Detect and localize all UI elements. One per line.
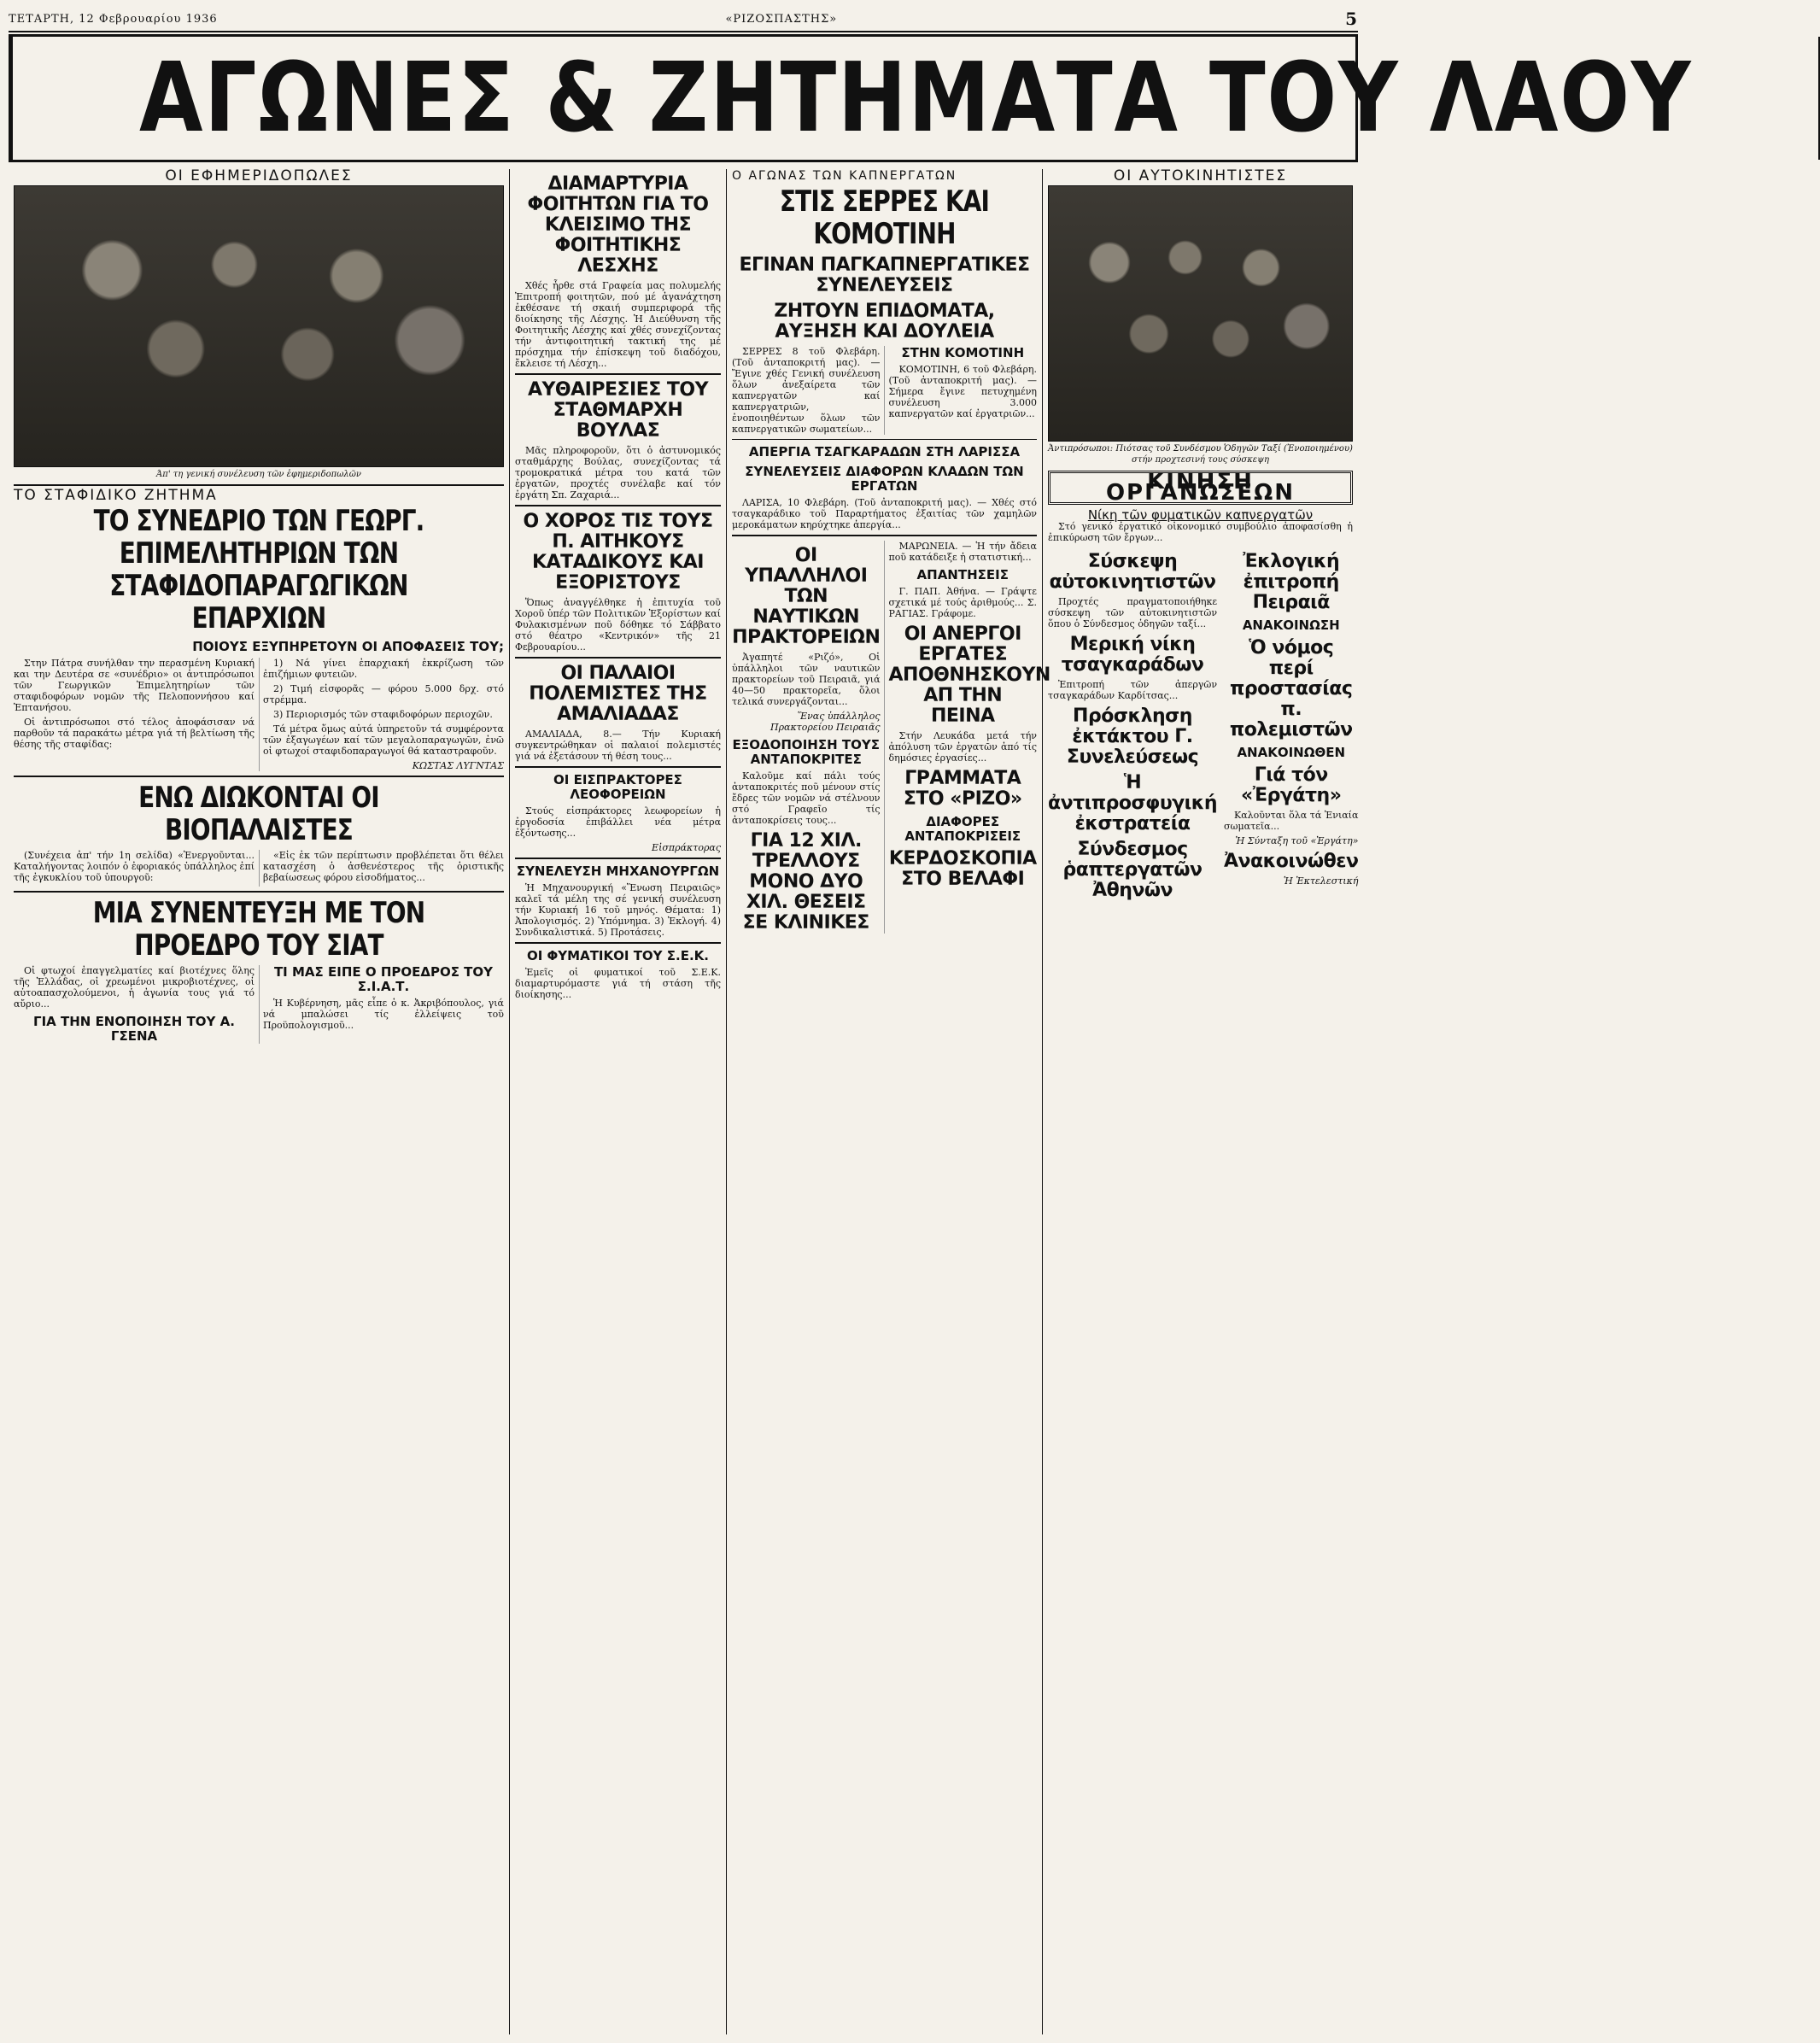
larisa-body: ΛΑΡΙΣΑ, 10 Φλεβάρη. (Τοῦ ἀνταποκριτή μας). — Χθές στό τσαγκαράδικο τοῦ Παραρτήματος ἐξαιτίας τῶν χαμηλῶν μεροκάματων κηρύχτηκε ἀπεργία... bbox=[732, 497, 1037, 530]
raisin-signature: ΚΩΣΤΑΣ ΛΥΓΝΤΑΣ bbox=[412, 760, 504, 771]
raisin-paragraph: 3) Περιορισμός τῶν σταφιδοφόρων περιοχῶν. bbox=[273, 709, 493, 720]
tobacco-paragraph: ΚΟΜΟΤΙΝΗ, 6 τοῦ Φλεβάρη. (Τοῦ ἀνταποκριτή μας). — Σήμερα ἔγινε πετυχημένη συνέλευση 3.000 καπνεργατῶν καί ἐργατριῶν... bbox=[888, 364, 1037, 419]
col4-left bbox=[1048, 547, 1217, 904]
tobacco-article-body bbox=[732, 346, 1037, 435]
conductors-signature: Εἰσπράκτορας bbox=[652, 842, 721, 853]
law-subhead: ΑΝΑΚΟΙΝΩΘΕΝ bbox=[1237, 745, 1346, 760]
partial-victory-headline: Μερική νίκη τσαγκαράδων bbox=[1061, 634, 1204, 676]
larisa-subhead: ΣΥΝΕΛΕΥΣΕΙΣ ΔΙΑΦΟΡΩΝ ΚΛΑΔΩΝ ΤΩΝ ΕΡΓΑΤΩΝ bbox=[745, 464, 1024, 494]
organizations-headline: ΚΙΝΗΣΗ ΟΡΓΑΝΩΣΕΩΝ bbox=[1048, 471, 1353, 505]
banner-title: ΑΓΩΝΕΣ & ΖΗΤΗΜΑΤΑ ΤΟΥ ΛΑΟΥ bbox=[139, 43, 1693, 154]
various-headline: ΔΙΑΦΟΡΕΣ ΑΝΤΑΠΟΚΡΙΣΕΙΣ bbox=[904, 814, 1021, 844]
raisin-paragraph: Οἱ ἀντιπρόσωποι στό τέλος ἀποφάσισαν νά παρθοῦν τά παρακάτω μέτρα γιά τή βελτίωση τῆς θέσης τῆς σταφίδας: bbox=[14, 717, 255, 750]
tobacco-subhead-komotini: ΣΤΗΝ ΚΟΜΟΤΙΝΗ bbox=[901, 345, 1025, 360]
tobacco-subhead-1: ΕΓΙΝΑΝ ΠΑΓΚΑΠΝΕΡΓΑΤΙΚΕΣ ΣΥΝΕΛΕΥΣΕΙΣ bbox=[739, 255, 1030, 296]
law-headline: Ὁ νόμος περί προστασίας π. πολεμιστῶν bbox=[1229, 637, 1353, 741]
ergatis-signature: Ἡ Σύνταξη τοῦ «Ἐργάτη» bbox=[1235, 835, 1359, 846]
raisin-article-body bbox=[14, 658, 504, 771]
conductors-body: Στούς εἰσπράκτορες λεωφορείων ἡ ἐργοδοσία ἐπιβάλλει νέα μέτρα ἐξόντωσης... bbox=[515, 805, 721, 839]
veterans-body: ΑΜΑΛΙΑΔΑ, 8.— Τήν Κυριακή συγκεντρώθηκαν οἱ παλαιοί πολεμιστές γιά νά ἐξετάσουν τή θέση τους... bbox=[515, 729, 721, 762]
col4-right bbox=[1224, 547, 1358, 904]
dance-headline: Ο ΧΟΡΟΣ ΤΙΣ ΤΟΥΣ Π. ΑΙΤΗΚΟΥΣ ΚΑΤΑΔΙΚΟΥΣ ΚΑΙ ΕΞΟΡΙΣΤΟΥΣ bbox=[523, 511, 713, 594]
tuberculous-body: Ἐμεῖς οἱ φυματικοί τοῦ Σ.Ε.Κ. διαμαρτυρόμαστε γιά τή στάση τῆς διοίκησης... bbox=[515, 967, 721, 1000]
col3-lower-block bbox=[732, 541, 1050, 934]
antirefugee-headline: Ἡ ἀντιπροσφυγική ἐκστρατεία bbox=[1048, 772, 1218, 834]
drivers-photo-caption: Ἀντιπρόσωποι: Πιότσας τοῦ Συνδέσμου Ὁδηγῶν Ταξί (Ἐνοποιημένου) στήν προχτεσινή τους σύσκεψη bbox=[1048, 444, 1353, 465]
protest-headline: ΔΙΑΜΑΡΤΥΡΙΑ ΦΟΙΤΗΤΩΝ ΓΙΑ ΤΟ ΚΛΕΙΣΙΜΟ ΤΗΣ ΦΟΙΤΗΤΙΚΗΣ ΛΕΣΧΗΣ bbox=[527, 173, 709, 277]
column-2 bbox=[509, 169, 726, 2034]
section-drivers: ΟΙ ΑΥΤΟΚΙΝΗΤΙΣΤΕΣ bbox=[1113, 167, 1288, 184]
veterans-headline: ΟΙ ΠΑΛΑΙΟΙ ΠΟΛΕΜΙΣΤΕΣ ΤΗΣ ΑΜΑΛΙΑΔΑΣ bbox=[529, 663, 707, 725]
raisin-paragraph: 2) Τιμή εἰσφορᾶς — φόρου 5.000 δρχ. στό στρέμμα. bbox=[263, 683, 504, 705]
column-1 bbox=[9, 169, 509, 2034]
tailors-headline: Σύνδεσμος ῥαπτεργατῶν Ἀθηνῶν bbox=[1062, 839, 1203, 901]
larisa-headline: ΑΠΕΡΓΙΑ ΤΣΑΓΚΑΡΑΔΩΝ ΣΤΗ ΛΑΡΙΣΣΑ bbox=[748, 444, 1021, 460]
page-number: 5 bbox=[1345, 9, 1358, 29]
masthead-line bbox=[9, 7, 1358, 32]
raisin-paragraph: 1) Νά γίνει ἐπαρχιακή ἐκκρίζωση τῶν ἐπιζήμιων φυτειῶν. bbox=[263, 658, 504, 680]
bio-paragraph: «Εἰς ἐκ τῶν περίπτωσιν προβλέπεται ὅτι θέλει κατασχέση ὁ ἀσθενέστερος τῆς ὁριστικῆς βεβαίωσεως φόρου εἰσοδήματος... bbox=[263, 850, 504, 883]
asylum-headline: ΓΙΑ 12 ΧΙΛ. ΤΡΕΛΛΟΥΣ ΜΟΝΟ ΔΥΟ ΧΙΛ. ΘΕΣΕΙΣ ΣΕ ΚΛΙΝΙΚΕΣ bbox=[742, 830, 869, 934]
correspondents-body: Καλοῦμε καί πάλι τούς ἀνταποκριτές ποῦ μένουν στίς ἔδρες τῶν νομῶν νά στέλνουν στό Γραφεῖο τίς ἀνταποκρίσεις τους... bbox=[732, 770, 881, 826]
meeting-body: Προχτές πραγματοποιήθηκε σύσκεψη τῶν αὐτοκινητιστῶν ὅπου ὁ Σύνδεσμος ὁδηγῶν ταξί... bbox=[1048, 596, 1218, 629]
asylum-body: ΜΑΡΩΝΕΙΑ. — Ἡ τήν ἄδεια ποῦ κατάδειξε ἡ στατιστική... bbox=[888, 541, 1037, 563]
unemployed-body: Στήν Λευκάδα μετά τήν ἀπόλυση τῶν ἐργατῶν ἀπό τίς δημόσιες ἐργασίες... bbox=[888, 730, 1037, 764]
siat-article-body bbox=[14, 965, 504, 1044]
raisin-subhead: ΠΟΙΟΥΣ ΕΞΥΠΗΡΕΤΟΥΝ ΟΙ ΑΠΟΦΑΣΕΙΣ ΤΟΥ; bbox=[192, 639, 504, 654]
tuberculous-headline: ΟΙ ΦΥΜΑΤΙΚΟΙ ΤΟΥ Σ.Ε.Κ. bbox=[527, 948, 709, 963]
issue-date: ΤΕΤΑΡΤΗ, 12 Φεβρουαρίου 1936 bbox=[9, 12, 218, 26]
bio-paragraph: (Συνέχεια ἀπ' τήν 1η σελίδα) «Ἐνεργοῦνται... Καταλήγοντας λοιπόν ὁ ἐφοριακός ὑπάλληλος ἐπί τῆς ἐγκυκλίου τοῦ ὑπουργοῦ: bbox=[14, 850, 255, 883]
ergatis-headline: Γιά τόν «Ἐργάτη» bbox=[1241, 764, 1342, 806]
invitation-headline: Πρόσκληση ἐκτάκτου Γ. Συνελεύσεως bbox=[1066, 705, 1199, 768]
newsvendors-photo bbox=[14, 185, 504, 467]
section-tobacco: Ο ΑΓΩΝΑΣ ΤΩΝ ΚΑΠΝΕΡΓΑΤΩΝ bbox=[732, 169, 957, 183]
siat-headline: ΜΙΑ ΣΥΝΕΝΤΕΥΞΗ ΜΕ ΤΟΝ ΠΡΟΕΔΡΟ ΤΟΥ ΣΙΑΤ bbox=[92, 896, 425, 963]
meeting-headline: Σύσκεψη αὐτοκινητιστῶν bbox=[1049, 551, 1216, 593]
tobacco-headline: ΣΤΙΣ ΣΕΡΡΕΣ ΚΑΙ ΚΟΜΟΤΙΝΗ bbox=[779, 184, 990, 251]
correspondents-headline: ΕΞΟΔΟΠΟΙΗΣΗ ΤΟΥΣ ΑΝΤΑΠΟΚΡΙΤΕΣ bbox=[732, 737, 880, 767]
newsvendors-photo-caption: Άπ' τη γενική συνέλευση τῶν ἐφημεριδοπωλῶν bbox=[156, 470, 361, 479]
siat-subhead: ΓΙΑ ΤΗΝ ΕΝΟΠΟΙΗΣΗ ΤΟΥ Α. ΓΣΕΝΑ bbox=[33, 1014, 235, 1044]
election-headline: Ἐκλογική ἐπιτροπή Πειραιᾶ bbox=[1243, 551, 1340, 613]
partial-victory-body: Ἐπιτροπή τῶν ἀπεργῶν τσαγκαράδων Καρδίτσας... bbox=[1048, 679, 1218, 701]
col4-two-columns bbox=[1048, 547, 1359, 904]
letters-headline: ΓΡΑΜΜΑΤΑ ΣΤΟ «ΡΙΖΟ» bbox=[903, 768, 1022, 810]
announcement-headline: Ἀνακοινώθεν bbox=[1224, 851, 1359, 872]
shipping-body: Ἀγαπητέ «Ριζό», Οἱ ὑπάλληλοι τῶν ναυτικῶν πρακτορείων τοῦ Πειραιᾶ, γιά 40—50 πρακτορεῖα, ὅλοι τελικά συνεργάζονται... bbox=[732, 652, 881, 707]
machinists-headline: ΣΥΝΕΛΕΥΣΗ ΜΗΧΑΝΟΥΡΓΩΝ bbox=[516, 863, 720, 879]
siat-paragraph: Ἡ Κυβέρνηση, μᾶς εἶπε ὁ κ. Ἀκριβόπουλος, γιά νά μπαλώσει τίς ἐλλείψεις τοῦ Προϋπολογισμοῦ... bbox=[263, 998, 504, 1031]
protest-body: Χθές ἦρθε στά Γραφεία μας πολυμελής Ἐπιτροπή φοιτητῶν, πού μέ ἀγανάχτηση ἐκθέσανε τή σκαιή συμπεριφορά τῆς διοίκησης τῆς Λέσχης. Ἡ Διεύθυνση τῆς Φοιτητικῆς Λέσχης καί χθές συνεχίζοντας τήν ἀντιφοιτητική τακτική της μέ πρόσχημα τήν ἐπίσκεψη τοῦ διαδόχου, ἔκλεισε τή Λέσχη... bbox=[515, 280, 721, 369]
tobacco-subhead-2: ΖΗΤΟΥΝ ΕΠΙΔΟΜΑΤΑ, ΑΥΞΗΣΗ ΚΑΙ ΔΟΥΛΕΙΑ bbox=[774, 301, 995, 342]
conductors-headline: ΟΙ ΕΙΣΠΡΑΚΤΟΡΕΣ ΛΕΟΦΟΡΕΙΩΝ bbox=[553, 772, 682, 802]
election-subhead: ΑΝΑΚΟΙΝΩΣΗ bbox=[1242, 618, 1340, 633]
section-raisin: ΤΟ ΣΤΑΦΙΔΙΚΟ ΖΗΤΗΜΑ bbox=[14, 487, 218, 504]
siat-subhead: ΤΙ ΜΑΣ ΕΙΠΕ Ο ΠΡΟΕΔΡΟΣ ΤΟΥ Σ.Ι.Α.Τ. bbox=[273, 964, 494, 994]
victory-body: Στό γενικό ἐργατικό οἰκονομικό συμβούλιο ἀποφασίσθη ἡ ἐπικύρωση τῶν ἔργων... bbox=[1048, 521, 1353, 543]
profiteering-headline: ΚΕΡΔΟΣΚΟΠΙΑ ΣΤΟ ΒΕΛΑΦΙ bbox=[888, 848, 1037, 890]
raisin-paragraph: Στην Πάτρα συνήλθαν την περασμένη Κυριακή και την Δευτέρα σε «συνέδριο» οι ἀντιπρόσωποι τῶν Γεωργικῶν Ἐπιμελητηρίων τῶν σταφιδοφόρων νομῶν τῆς Πελοποννήσου καί Ἑπτανήσου. bbox=[14, 658, 255, 713]
column-3 bbox=[726, 169, 1050, 2034]
answers-headline: ΑΠΑΝΤΗΣΕΙΣ bbox=[916, 567, 1009, 582]
column-4 bbox=[1042, 169, 1358, 2034]
shipping-signature: Ἕνας ὑπάλληλος Πρακτορείου Πειραιᾶς bbox=[770, 711, 881, 733]
paper-name: «ΡΙΖΟΣΠΑΣΤΗΣ» bbox=[725, 12, 838, 26]
bio-headline: ΕΝΩ ΔΙΩΚΟΝΤΑΙ ΟΙ ΒΙΟΠΑΛΑΙΣΤΕΣ bbox=[138, 781, 379, 847]
siat-paragraph: Οἱ φτωχοί ἐπαγγελματίες καί βιοτέχνες ὅλης τῆς Ἑλλάδας, οἱ χρεωμένοι μικροβιοτέχνες, οἱ αὐτοαπασχολούμενοι, ἡ ἀγωνία τους γιά τό αὔριο... bbox=[14, 965, 255, 1010]
answers-body: Γ. ΠΑΠ. Ἀθήνα. — Γράψτε σχετικά μέ τούς ἀριθμούς... Σ. ΡΑΓΙΑΣ. Γράφομε. bbox=[888, 586, 1037, 619]
raisin-paragraph: Τά μέτρα ὅμως αὐτά ὑπηρετοῦν τά συμφέροντα τῶν ἐξαγωγέων καί τῶν μεγαλοπαραγωγῶν, ἐνῶ οἱ φτωχοί σταφιδοπαραγωγοί θά καταστραφοῦν. bbox=[263, 723, 504, 757]
drivers-photo bbox=[1048, 185, 1353, 442]
shipping-headline: ΟΙ ΥΠΑΛΛΗΛΟΙ ΤΩΝ ΝΑΥΤΙΚΩΝ ΠΡΑΚΤΟΡΕΙΩΝ bbox=[732, 545, 881, 648]
section-newsvendors: ΟΙ ΕΦΗΜΕΡΙΔΟΠΩΛΕΣ bbox=[165, 167, 353, 184]
stationmaster-body: Μᾶς πληροφοροῦν, ὅτι ὁ ἀστυνομικός σταθμάρχης Βούλας, συνεχίζοντας τά τρομοκρατικά μέτρα του κατά τῶν ἐργατῶν, προχτές συνέλαβε καί τόν ἐργάτη Σπ. Ζαχαριά... bbox=[515, 445, 721, 501]
stationmaster-headline: ΑΥΘΑΙΡΕΣΙΕΣ ΤΟΥ ΣΤΑΘΜΑΡΧΗ ΒΟΥΛΑΣ bbox=[527, 379, 709, 442]
ergatis-body: Καλοῦνται ὅλα τά Ἐνιαία σωματεῖα... bbox=[1224, 810, 1359, 832]
final-signature: Ἡ Ἐκτελεστική bbox=[1283, 875, 1359, 887]
raisin-headline: ΤΟ ΣΥΝΕΔΡΙΟ ΤΩΝ ΓΕΩΡΓ. ΕΠΙΜΕΛΗΤΗΡΙΩΝ ΤΩΝ ΣΤΑΦΙΔΟΠΑΡΑΓΩΓΙΚΩΝ ΕΠΑΡΧΙΩΝ bbox=[93, 504, 424, 635]
victory-headline: Νίκη τῶν φυματικῶν καπνεργατῶν bbox=[1087, 507, 1314, 523]
dance-body: Ὅπως ἀναγγέλθηκε ἡ ἐπιτυχία τοῦ Χοροῦ ὑπέρ τῶν Πολιτικῶν Ἐξορίστων καί Φυλακισμένων ποῦ δόθηκε τό Σάββατο στό θέατρο «Κεντρικόν» τῆς 21 Φεβρουαρίου... bbox=[515, 597, 721, 653]
tobacco-paragraph: ΣΕΡΡΕΣ 8 τοῦ Φλεβάρη. (Τοῦ ἀνταποκριτή μας). — Ἔγινε χθές Γενική συνέλευση ὅλων ἀνεξαίρετα τῶν καπνεργατῶν καί καπνεργατριῶν, ἐνοποιηθέντων ὅλων τῶν καπνεργατικῶν σωματείων... bbox=[732, 346, 881, 435]
page-banner bbox=[9, 34, 1693, 162]
machinists-body: Ἡ Μηχανουργική «Ἕνωση Πειραιῶς» καλεῖ τά μέλη της σέ γενική συνέλευση τήν Κυριακή 16 τοῦ μηνός. Θέματα: 1) Ἀπολογισμός. 2) Ὑπόμνημα. 3) Ἐκλογή. 4) Συνδικαλιστικά. 5) Προτάσεις. bbox=[515, 882, 721, 938]
banner-left-illustration bbox=[11, 37, 13, 160]
bio-article-body bbox=[14, 850, 504, 887]
unemployed-headline: ΟΙ ΑΝΕΡΓΟΙ ΕΡΓΑΤΕΣ ΑΠΟΘΝΗΣΚΟΥΝ ΑΠ ΤΗΝ ΠΕΙΝΑ bbox=[888, 623, 1050, 727]
